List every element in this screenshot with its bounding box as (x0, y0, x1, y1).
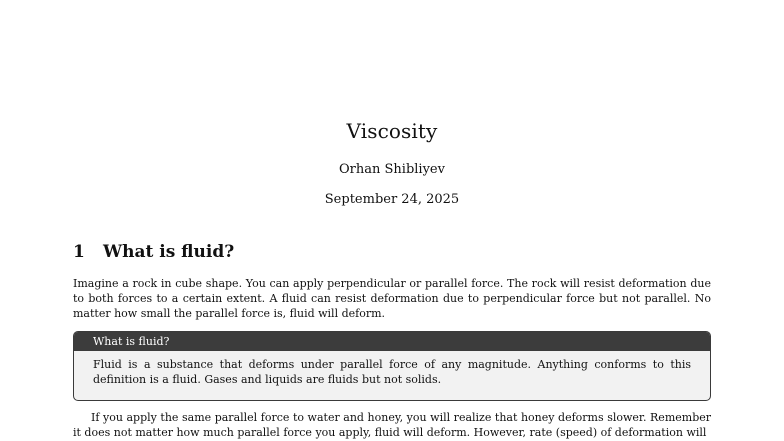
definition-box-title: What is fluid? (74, 332, 710, 351)
paragraph-viscosity: If you apply the same parallel force to water and honey, you will realize that honey deforms slower. Remember it does not matter how much parallel force you apply, fluid will deform. However, rate (speed) of deformation will (73, 411, 711, 439)
section-heading (73, 242, 234, 262)
document-date: September 24, 2025 (324, 192, 460, 207)
paragraph-intro: Imagine a rock in cube shape. You can apply perpendicular or parallel force. The rock will resist deformation due to both forces to a certain extent. A fluid can resist deformation due to perpendicular force but not parallel. No matter how small the parallel force is, fluid will deform. (73, 277, 711, 320)
document-author: Orhan Shibliyev (339, 162, 445, 177)
definition-box (73, 331, 711, 401)
definition-box-body: Fluid is a substance that deforms under parallel force of any magnitude. Anything conforms to this definition is a fluid. Gases and liquids are fluids but not solids. (93, 358, 691, 386)
document-title: Viscosity (346, 119, 438, 143)
section-number: 1 (73, 242, 85, 262)
section-title: What is fluid? (103, 242, 235, 262)
